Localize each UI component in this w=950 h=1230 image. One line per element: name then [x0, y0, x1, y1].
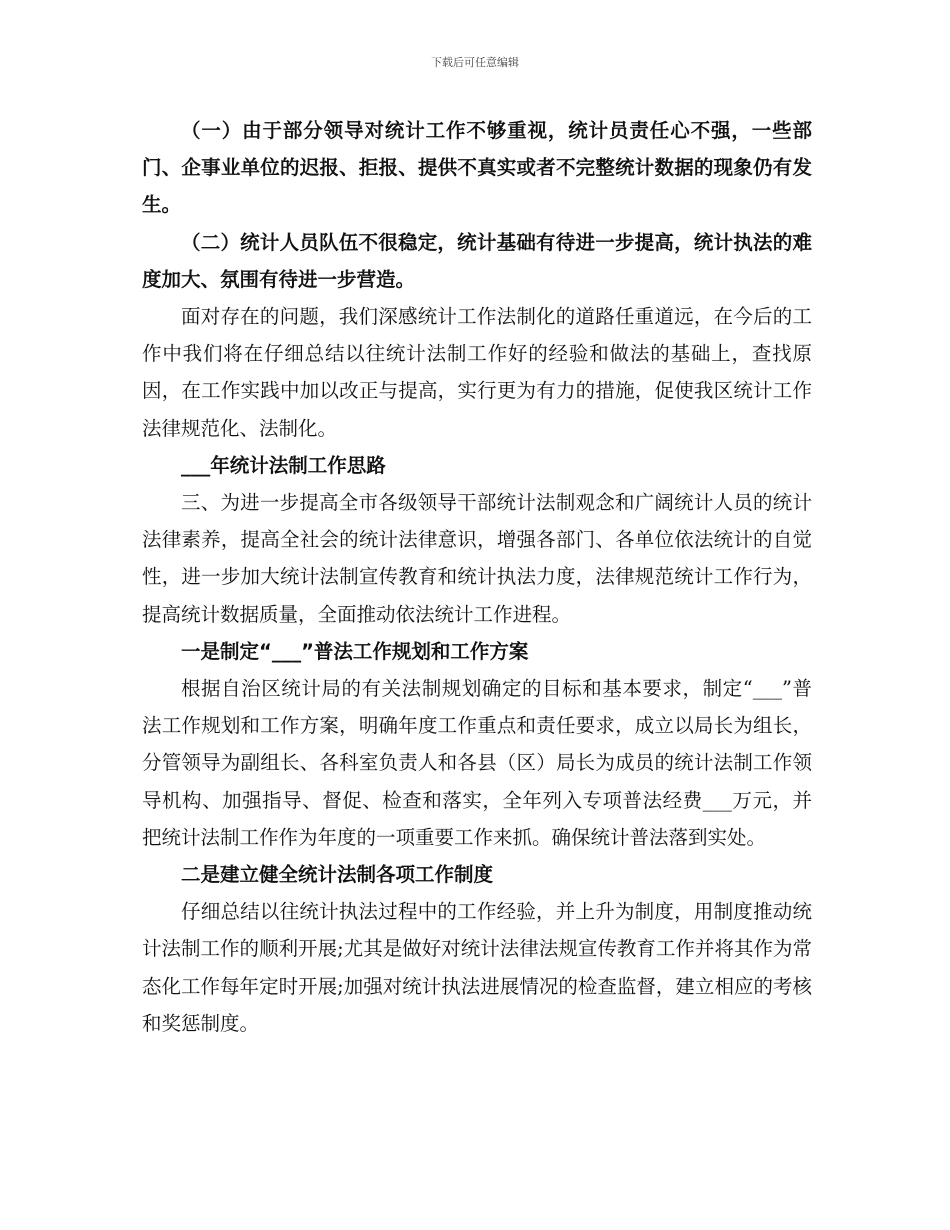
page-header: 下载后可任意编辑	[431, 56, 519, 69]
paragraph-item-1: 根据自治区统计局的有关法制规划确定的目标和基本要求，制定“___”普法工作规划和工作方案，明确年度工作重点和责任要求，成立以局长为组长，分管领导为副组长、各科室负责人和各县（区）局长为成员的统计法制工作领导机构、加强指导、督促、检查和落实，全年列入专项普法经费___万元，并把统计法制工作作为年度的一项重要工作来抓。确保统计普法落到实处。	[142, 677, 812, 849]
paragraph-issue-2: （二）统计人员队伍不很稳定，统计基础有待进一步提高，统计执法的难度加大、氛围有待进一步营造。	[142, 230, 812, 291]
paragraph-issue-1: （一）由于部分领导对统计工作不够重视，统计员责任心不强，一些部门、企事业单位的迟报、拒报、提供不真实或者不完整统计数据的现象仍有发生。	[142, 119, 812, 217]
section-heading-work-plan: ___年统计法制工作思路	[181, 453, 386, 477]
paragraph-goal: 三、为进一步提高全市各级领导干部统计法制观念和广阔统计人员的统计法律素养，提高全社会的统计法律意识，增强各部门、各单位依法统计的自觉性，进一步加大统计法制宣传教育和统计执法力度，法律规范统计工作行为，提高统计数据质量，全面推动依法统计工作进程。	[142, 491, 812, 626]
document-body	[142, 112, 812, 1042]
section-heading-item-2: 二是建立健全统计法制各项工作制度	[181, 863, 494, 887]
section-heading-item-1: 一是制定“___”普法工作规划和工作方案	[181, 639, 529, 663]
paragraph-response: 面对存在的问题，我们深感统计工作法制化的道路任重道远，在今后的工作中我们将在仔细总结以往统计法制工作好的经验和做法的基础上，查找原因，在工作实践中加以改正与提高，实行更为有力的措施，促使我区统计工作法律规范化、法制化。	[142, 305, 812, 440]
paragraph-item-2: 仔细总结以往统计执法过程中的工作经验，并上升为制度，用制度推动统计法制工作的顺利开展;尤其是做好对统计法律法规宣传教育工作并将其作为常态化工作每年定时开展;加强对统计执法进展情况的检查监督，建立相应的考核和奖惩制度。	[142, 900, 812, 1035]
